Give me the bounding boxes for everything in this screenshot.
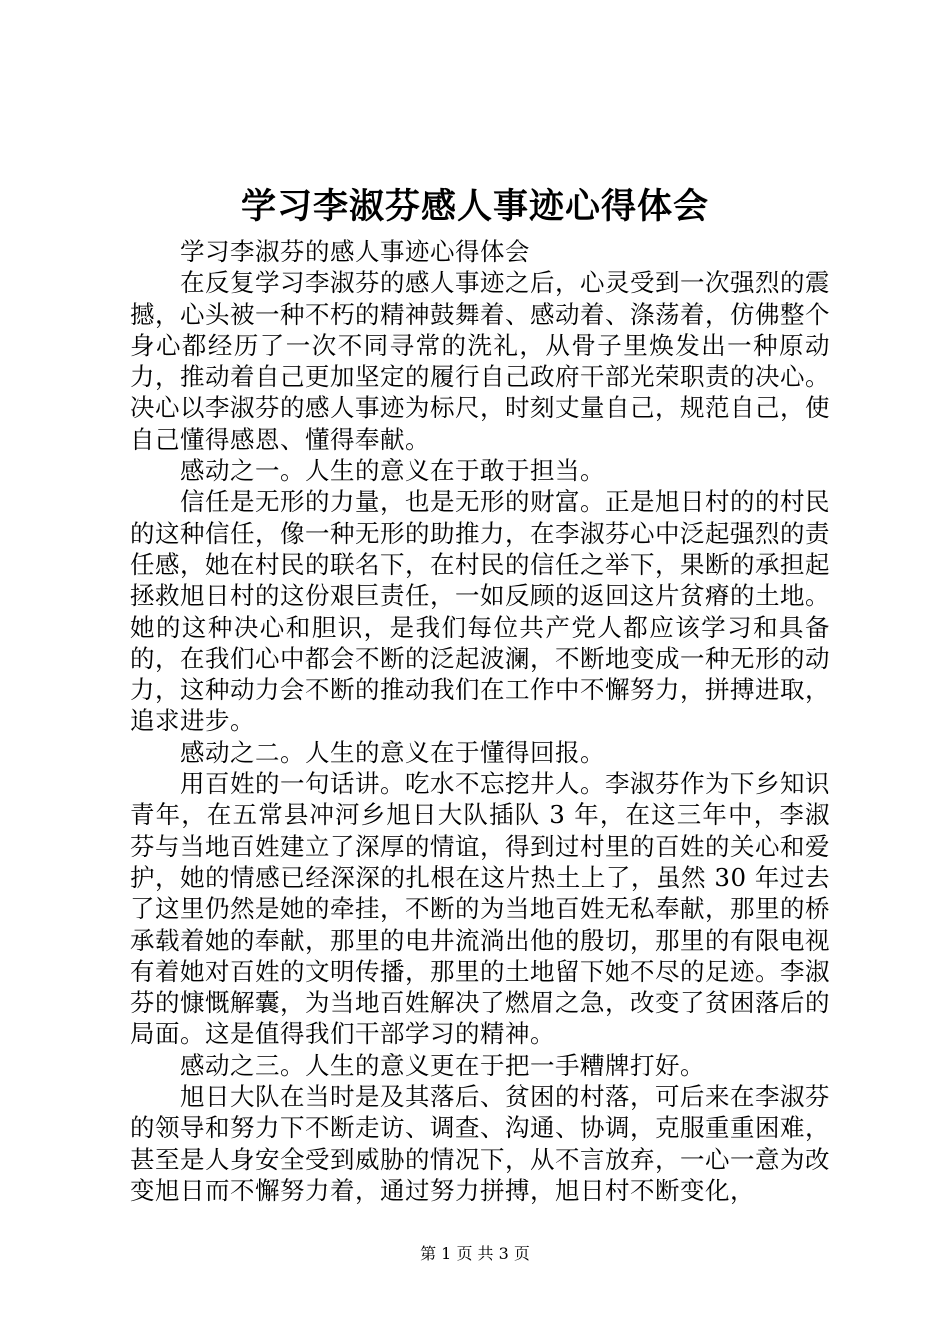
paragraph-section-3: 旭日大队在当时是及其落后、贫困的村落，可后来在李淑芬的领导和努力下不断走访、调查、沟通、协调，克服重重困难，甚至是人身安全受到威胁的情况下，从不言放弃，一心一意为改变旭日而不懈努力着，通过努力拼搏，旭日村不断变化， [130, 1082, 830, 1205]
document-body [130, 236, 830, 1206]
paragraph-intro: 在反复学习李淑芬的感人事迹之后，心灵受到一次强烈的震撼，心头被一种不朽的精神鼓舞着、感动着、涤荡着，仿佛整个身心都经历了一次不同寻常的洗礼，从骨子里焕发出一种原动力，推动着自己更加坚定的履行自己政府干部光荣职责的决心。决心以李淑芬的感人事迹为标尺，时刻丈量自己，规范自己，使自己懂得感恩、懂得奉献。 [130, 268, 830, 454]
paragraph-subtitle: 学习李淑芬的感人事迹心得体会 [180, 237, 530, 266]
section-heading-1: 感动之一。人生的意义在于敢于担当。 [180, 456, 605, 486]
paragraph-section-2: 用百姓的一句话讲。吃水不忘挖井人。李淑芬作为下乡知识青年，在五常县冲河乡旭日大队插队 3 年，在这三年中，李淑芬与当地百姓建立了深厚的情谊，得到过村里的百姓的关心和爱护，她的情感已经深深的扎根在这片热土上了，虽然 30 年过去了这里仍然是她的牵挂，不断的为当地百姓无私奉献，那里的桥承载着她的奉献，那里的电井流淌出他的殷切，那里的有限电视有着她对百姓的文明传播，那里的土地留下她不尽的足迹。李淑芬的慷慨解囊，为当地百姓解决了燃眉之急，改变了贫困落后的局面。这是值得我们干部学习的精神。 [130, 769, 830, 1049]
document-title: 学习李淑芬感人事迹心得体会 [240, 186, 709, 227]
section-heading-3: 感动之三。人生的意义更在于把一手糟牌打好。 [180, 1050, 705, 1080]
page-footer: 第 1 页 共 3 页 [420, 1244, 530, 1263]
paragraph-section-1: 信任是无形的力量，也是无形的财富。正是旭日村的的村民的这种信任，像一种无形的助推力，在李淑芬心中泛起强烈的责任感，她在村民的联名下，在村民的信任之举下，果断的承担起拯救旭日村的这份艰巨责任，一如反顾的返回这片贫瘠的土地。她的这种决心和胆识，是我们每位共产党人都应该学习和具备的，在我们心中都会不断的泛起波澜，不断地变成一种无形的动力，这种动力会不断的推动我们在工作中不懈努力，拼搏进取，追求进步。 [130, 487, 830, 736]
section-heading-2: 感动之二。人生的意义在于懂得回报。 [180, 737, 605, 767]
